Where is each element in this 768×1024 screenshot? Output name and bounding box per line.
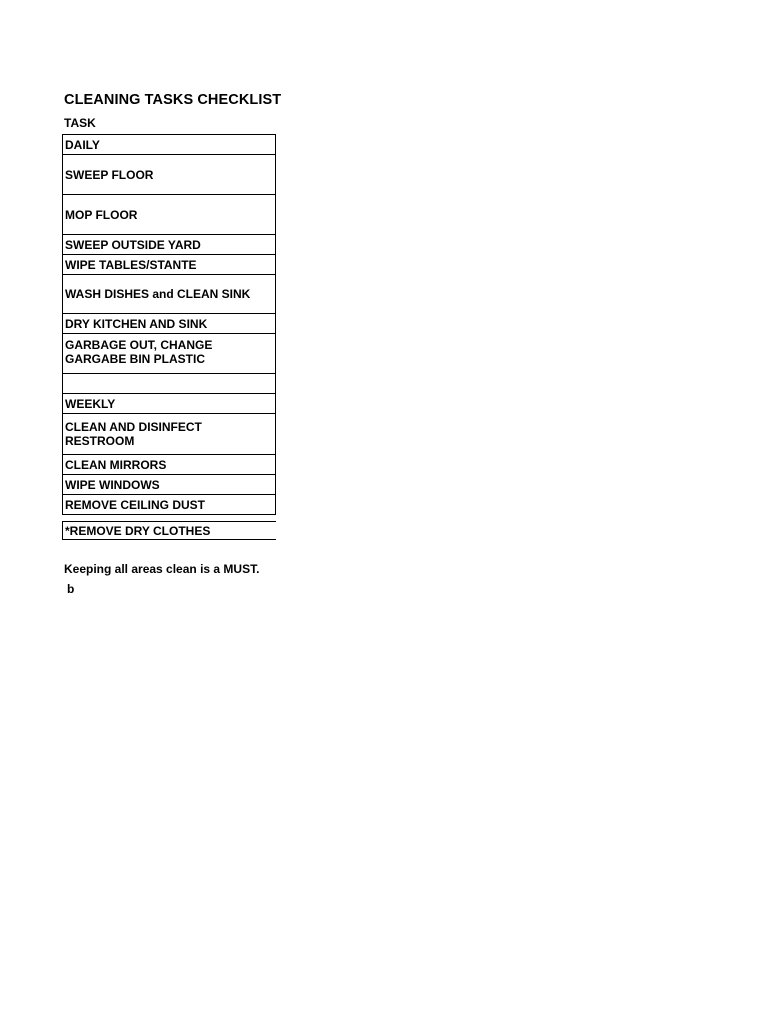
table-row	[63, 455, 276, 475]
task-cell[interactable]: SWEEP OUTSIDE YARD	[63, 235, 276, 255]
task-cell[interactable]: CLEAN AND DISINFECT RESTROOM	[63, 414, 276, 455]
page-title: CLEANING TASKS CHECKLIST	[64, 92, 282, 108]
task-cell[interactable]: DRY KITCHEN AND SINK	[63, 314, 276, 334]
table-row	[63, 314, 276, 334]
table-row	[63, 475, 276, 495]
table-row	[63, 394, 276, 414]
task-cell[interactable]: WIPE WINDOWS	[63, 475, 276, 495]
section-weekly-cell[interactable]: WEEKLY	[63, 394, 276, 414]
task-table	[62, 134, 276, 515]
table-row	[63, 495, 276, 515]
extra-task-label: *REMOVE DRY CLOTHES	[65, 524, 211, 538]
table-row	[63, 195, 276, 235]
task-cell[interactable]: GARBAGE OUT, CHANGE GARGABE BIN PLASTIC	[63, 334, 276, 374]
table-row	[63, 235, 276, 255]
extra-task-cell[interactable]	[62, 521, 276, 540]
table-row	[63, 155, 276, 195]
task-column-header: TASK	[64, 116, 96, 130]
task-cell[interactable]: MOP FLOOR	[63, 195, 276, 235]
task-cell[interactable]: REMOVE CEILING DUST	[63, 495, 276, 515]
table-row	[63, 255, 276, 275]
table-row	[63, 275, 276, 314]
table-row	[63, 374, 276, 394]
task-cell[interactable]: WIPE TABLES/STANTE	[63, 255, 276, 275]
section-daily-cell[interactable]: DAILY	[63, 135, 276, 155]
task-cell[interactable]: WASH DISHES and CLEAN SINK	[63, 275, 276, 314]
table-row	[63, 135, 276, 155]
stray-text: b	[67, 582, 75, 596]
empty-cell[interactable]	[63, 374, 276, 394]
table-row	[63, 414, 276, 455]
table-row	[63, 334, 276, 374]
note-text: Keeping all areas clean is a MUST.	[64, 562, 260, 576]
task-cell[interactable]: SWEEP FLOOR	[63, 155, 276, 195]
task-cell[interactable]: CLEAN MIRRORS	[63, 455, 276, 475]
